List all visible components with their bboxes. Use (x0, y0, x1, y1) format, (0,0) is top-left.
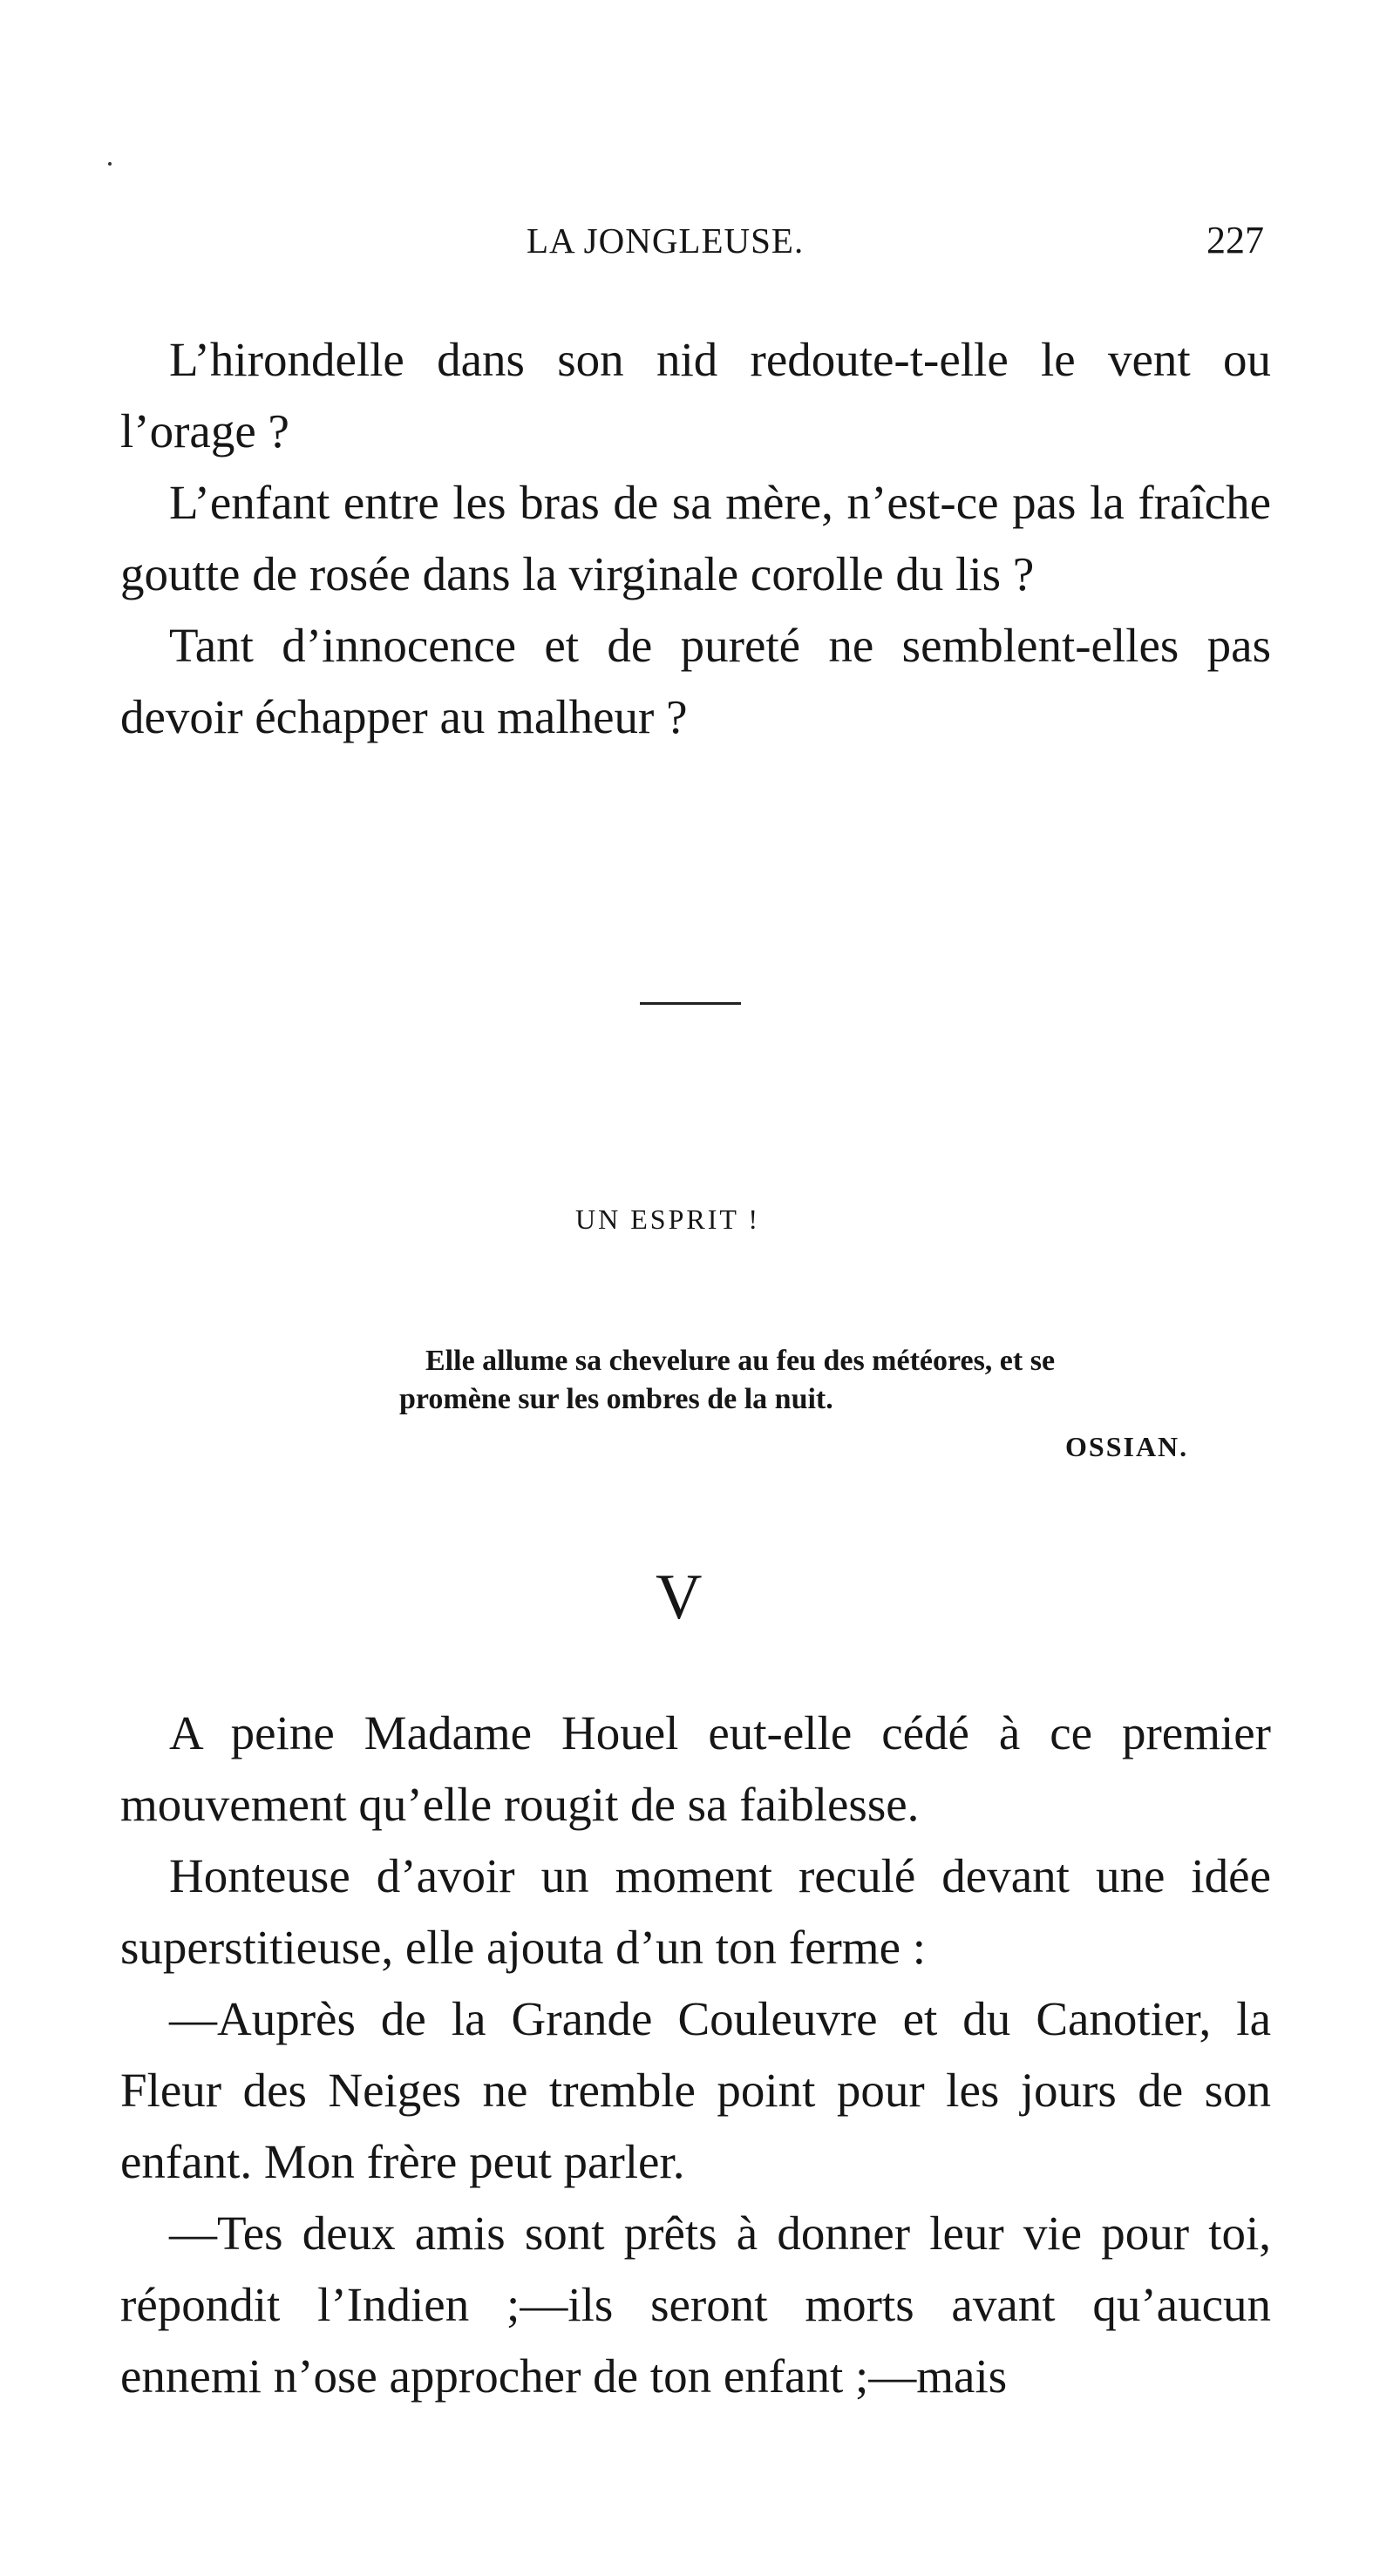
epigraph-line: Elle allume sa chevelure au feu des météores, et se (425, 1345, 1056, 1377)
page-number: 227 (1206, 219, 1264, 261)
running-title: LA JONGLEUSE. (527, 220, 805, 261)
epigraph (399, 1342, 1271, 1419)
section-divider (640, 1002, 741, 1005)
print-speck (108, 162, 112, 166)
paragraph: —Tes deux amis sont prêts à donner leur vie pour toi, répondit l’Indien ;—ils seront morts avant qu’aucun ennemi n’ose approcher de ton enfant ;—mais (120, 2207, 1271, 2403)
paragraph: —Auprès de la Grande Couleuvre et du Canotier, la Fleur des Neiges ne tremble point pour les jours de son enfant. Mon frère peut parler. (120, 1992, 1271, 2188)
paragraph: L’hirondelle dans son nid redoute-t-elle le vent ou l’orage ? (120, 333, 1271, 458)
top-text-block (120, 324, 1271, 753)
bottom-text-block (120, 1698, 1271, 2412)
paragraph: Tant d’innocence et de pureté ne semblent-elles pas devoir échapper au malheur ? (120, 619, 1271, 743)
section-title: UN ESPRIT ! (575, 1203, 760, 1235)
paragraph: A peine Madame Houel eut-elle cédé à ce premier mouvement qu’elle rougit de sa faiblesse. (120, 1706, 1271, 1831)
chapter-numeral: V (656, 1562, 703, 1633)
epigraph-attribution: OSSIAN. (1065, 1431, 1189, 1462)
epigraph-line: promène sur les ombres de la nuit. (399, 1383, 833, 1415)
paragraph: L’enfant entre les bras de sa mère, n’est-ce pas la fraîche goutte de rosée dans la virginale corolle du lis ? (120, 476, 1271, 600)
paragraph: Honteuse d’avoir un moment reculé devant une idée superstitieuse, elle ajouta d’un ton ferme : (120, 1849, 1271, 1974)
